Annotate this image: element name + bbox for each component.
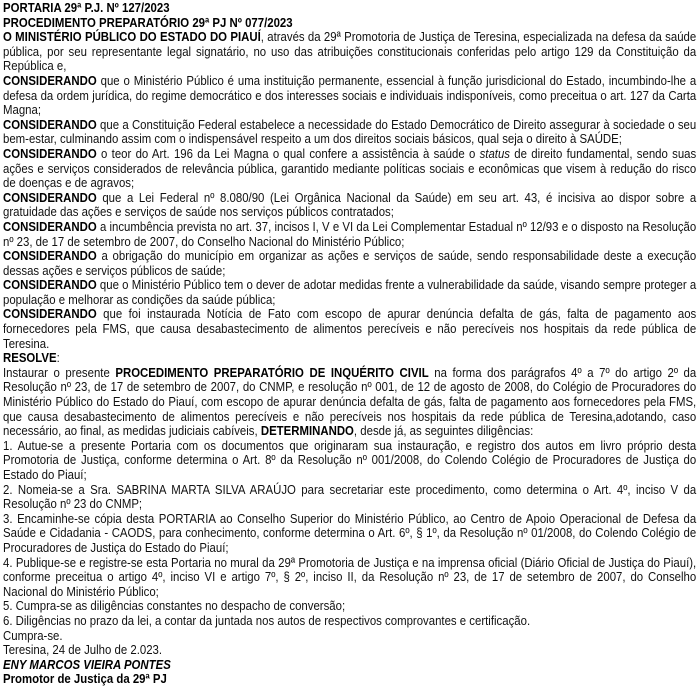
portaria-number: PORTARIA 29ª P.J. Nº 127/2023 <box>3 1 170 15</box>
institution-name: O MINISTÉRIO PÚBLICO DO ESTADO DO PIAUÍ <box>3 30 261 45</box>
considerando-2: CONSIDERANDO que a Constituição Federal estabelece a necessidade do Estado Democrático de Direito assegurar à sociedade o seu bem-estar, culminando assim com o indispensável respeito a um dos direitos sociais básicos, qual seja o direito à SAÚDE; <box>3 117 697 147</box>
portaria-document <box>3 1 696 687</box>
resolve-heading: RESOLVE: <box>3 351 60 366</box>
place-date: Teresina, 24 de Julho de 2.023. <box>3 643 163 658</box>
instaurar-paragraph: Instaurar o presente PROCEDIMENTO PREPARATÓRIO DE INQUÉRITO CIVIL na forma dos parágrafos 4º a 7º do artigo 2º da Resolução nº 23, de 17 de setembro de 2007, do CNMP, e resolução nº 001, de 12 de agosto de 2008, do Colégio de Procuradores do Ministério Público do Estado do Piauí, com escopo de apurar denúncia defalta de gás, falta de pagamento aos fornecedores pela FMS, que causa desabastecimento de alimentos perecíveis e não perecíveis nos hospitais da rede pública de Teresina,adotando, caso necessário, ao final, as medidas judiciais cabíveis, DETERMINANDO, desde já, as seguintes diligências: <box>3 365 697 439</box>
signer-name: ENY MARCOS VIEIRA PONTES <box>3 657 171 672</box>
diligencia-item: 6. Diligências no prazo da lei, a contar da juntada nos autos de respectivos comprovantes e certificação. <box>3 613 531 628</box>
considerando-8: CONSIDERANDO que foi instaurada Notícia de Fato com escopo de apurar denúncia defalta de gás, falta de pagamento aos fornecedores pela FMS, que causa desabastecimento de alimentos perecíveis e não perecíveis nos hospitais da rede pública de Teresina. <box>3 307 697 351</box>
diligencia-item: 5. Cumpra-se as diligências constantes no despacho de conversão; <box>3 599 346 614</box>
considerando-1: CONSIDERANDO que o Ministério Público é uma instituição permanente, essencial à função jurisdicional do Estado, incumbindo-lhe a defesa da ordem jurídica, do regime democrático e dos interesses sociais e individuais indisponíveis, como preceitua o art. 127 da Carta Magna; <box>3 73 697 118</box>
diligencia-item: 2. Nomeia-se a Sra. SABRINA MARTA SILVA ARAÚJO para secretariar este procedimento, como determina o Art. 4º, inciso V da Resolução nº 23 do CNMP; <box>3 482 697 512</box>
procedimento-number: PROCEDIMENTO PREPARATÓRIO 29ª PJ Nº 077/2023 <box>3 15 293 30</box>
considerando-3: CONSIDERANDO o teor do Art. 196 da Lei Magna o qual confere a assistência à saúde o status de direito fundamental, sendo suas ações e serviços considerados de relevância pública, garantido mediante políticas sociais e econômicas que visem à redução do risco de doenças e de agravos; <box>3 146 697 191</box>
considerando-6: CONSIDERANDO a obrigação do município em organizar as ações e serviços de saúde, sendo responsabilidade deste a execução dessas ações e serviços públicos de saúde; <box>3 249 697 278</box>
diligencia-item: 4. Publique-se e registre-se esta Portaria no mural da 29ª Promotoria de Justiça e na imprensa oficial (Diário Oficial de Justiça do Piauí), conforme preceitua o artigo 4º, inciso VI e artigo 7º, § 2º, inciso II, da Resolução nº 23, de 17 de setembro de 2007, do Conselho Nacional do Ministério Público; <box>3 555 697 599</box>
considerando-4: CONSIDERANDO que a Lei Federal nº 8.080/90 (Lei Orgânica Nacional da Saúde) em seu art. 43, é incisiva ao dispor sobre a gratuidade das ações e serviços de saúde nos serviços públicos contratados; <box>3 190 697 220</box>
diligencia-item: 3. Encaminhe-se cópia desta PORTARIA ao Conselho Superior do Ministério Público, ao Centro de Apoio Operacional de Defesa da Saúde e Cidadania - CAODS, para conhecimento, conforme determina o Art. 6º, § 1º, da Resolução nº 01/2008, do Colendo Colégio de Procuradores de Justiça do Estado do Piauí; <box>3 511 697 555</box>
considerando-5: CONSIDERANDO a incumbência prevista no art. 37, incisos I, V e VI da Lei Complementar Estadual nº 12/93 e o disposto na Resolução nº 23, de 17 de setembro de 2007, do Conselho Nacional do Ministério Público; <box>3 219 697 249</box>
diligencia-item: 1. Autue-se a presente Portaria com os documentos que originaram sua instauração, e registro dos autos em livro próprio desta Promotoria de Justiça, conforme determina o Art. 8º da Resolução nº 001/2008, do Colendo Colégio de Procuradores de Justiça do Estado do Piauí; <box>3 438 697 482</box>
considerando-7: CONSIDERANDO que o Ministério Público tem o dever de adotar medidas frente a vulnerabilidade da saúde, visando sempre proteger a população e melhorar as condições da saúde pública; <box>3 278 697 307</box>
signer-title: Promotor de Justiça da 29ª PJ <box>3 672 167 687</box>
cumpra-se: Cumpra-se. <box>3 628 63 643</box>
intro-paragraph: O MINISTÉRIO PÚBLICO DO ESTADO DO PIAUÍ, através da 29ª Promotoria de Justiça de Teresina, especializada na defesa da saúde pública, por seu representante legal signatário, no uso das atribuições constitucionais conferidas pelo artigo 129 da Constituição da República e, <box>3 30 697 74</box>
